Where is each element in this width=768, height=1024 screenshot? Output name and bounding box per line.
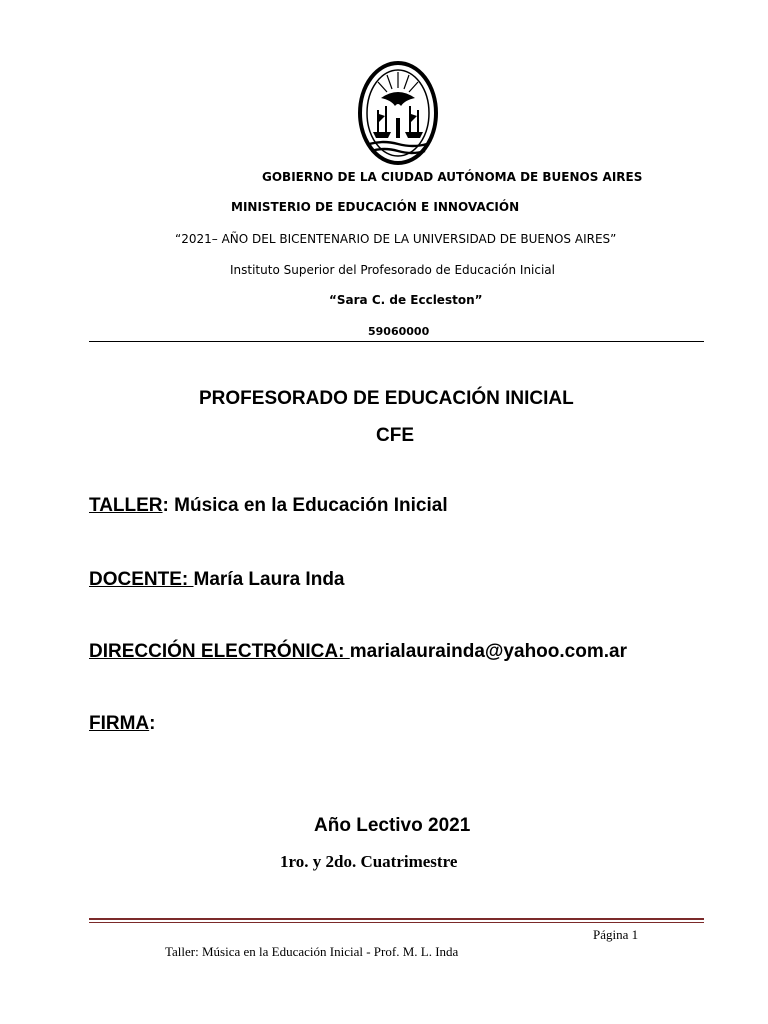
year-motto: “2021– AÑO DEL BICENTENARIO DE LA UNIVERSIDAD DE BUENOS AIRES” <box>175 232 617 246</box>
taller-label: TALLER <box>89 495 163 516</box>
header-divider <box>89 341 704 342</box>
docente-field <box>89 569 345 591</box>
program-title: PROFESORADO DE EDUCACIÓN INICIAL <box>199 388 574 409</box>
institute-code: 59060000 <box>368 325 430 338</box>
email-value: marialaurainda@yahoo.com.ar <box>349 641 627 662</box>
email-field <box>89 641 627 663</box>
page-number: Página 1 <box>593 927 639 942</box>
institute-name: “Sara C. de Eccleston” <box>329 293 483 307</box>
taller-value: : Música en la Educación Inicial <box>162 495 448 516</box>
taller-field <box>89 495 448 517</box>
government-name: GOBIERNO DE LA CIUDAD AUTÓNOMA DE BUENOS AIRES <box>262 170 643 184</box>
firma-label: FIRMA <box>89 713 150 734</box>
ministry-name: MINISTERIO DE EDUCACIÓN E INNOVACIÓN <box>231 200 520 214</box>
footer-rule-bottom <box>89 922 704 923</box>
terms: 1ro. y 2do. Cuatrimestre <box>280 852 458 871</box>
academic-year: Año Lectivo 2021 <box>314 815 471 836</box>
footer-rule-top <box>89 918 704 920</box>
footer-text: Taller: Música en la Educación Inicial - Prof. M. L. Inda <box>165 944 459 959</box>
city-seal-icon <box>357 58 439 168</box>
docente-value: María Laura Inda <box>193 569 345 590</box>
email-label: DIRECCIÓN ELECTRÓNICA: <box>89 641 350 662</box>
docente-label: DOCENTE: <box>89 569 194 590</box>
institute-title: Instituto Superior del Profesorado de Educación Inicial <box>230 263 555 277</box>
firma-field <box>89 713 155 735</box>
program-subtitle: CFE <box>376 425 414 446</box>
firma-colon: : <box>149 713 156 734</box>
